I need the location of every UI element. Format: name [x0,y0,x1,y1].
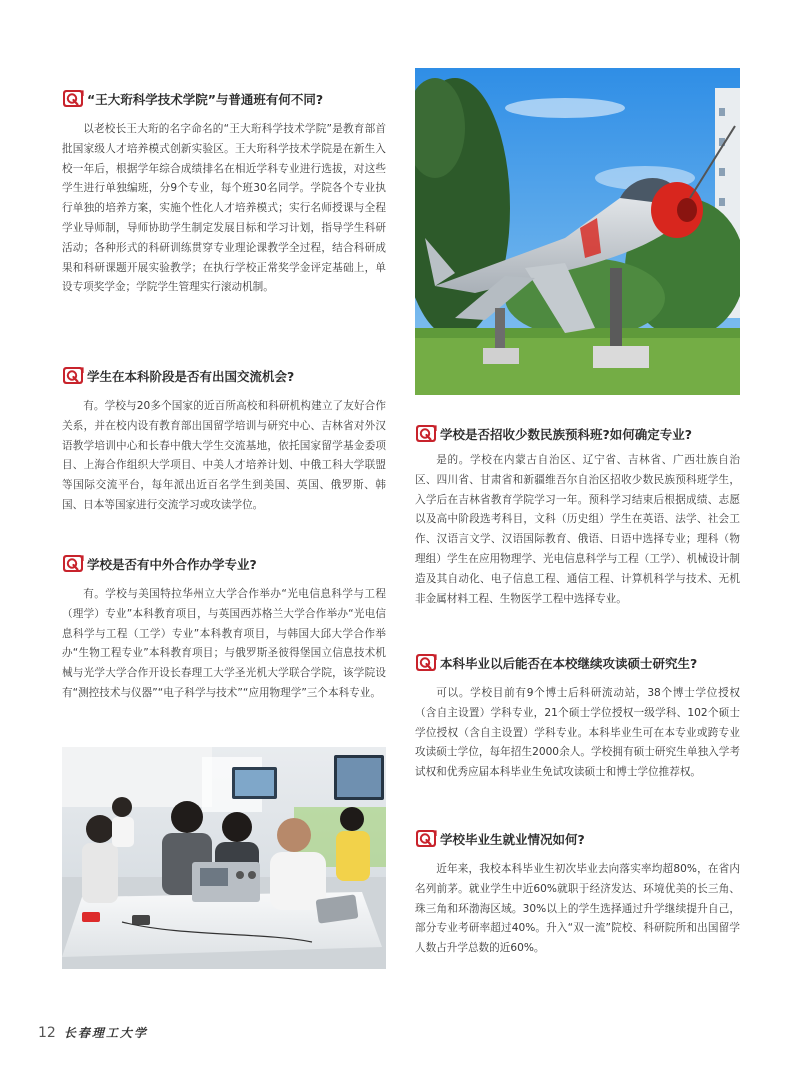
question-badge-icon [62,554,84,574]
question-heading [62,553,386,575]
question-heading [415,652,740,674]
question-title: 学校是否招收少数民族预科班?如何确定专业? [440,427,693,442]
answer-text: 可以。学校目前有9个博士后科研流动站，38个博士学位授权（含自主设置）学科专业，21个硕士学位授权一级学科、102个硕士学位授权（含自主设置）学科专业。本科毕业生可在本专业或跨专业攻读硕士学位，每年招生2000余人。学校拥有硕士研究生单独入学考试权和优秀应届本科毕业生免试攻读硕士和博士学位推荐权。 [415,687,740,779]
question-heading [415,828,740,850]
question-badge-icon [415,653,437,673]
question-title: 学校毕业生就业情况如何? [440,832,585,847]
faq-study-abroad [62,365,386,516]
question-badge-icon [415,424,437,444]
question-badge-icon [62,89,84,109]
answer-text: 近年来，我校本科毕业生初次毕业去向落实率均超80%，在省内名列前茅。就业学生中近60%就职于经济发达、环境优美的长三角、珠三角和环渤海区域。30%以上的学生选择通过升学继续提升自己，部分专业考研率超过40%。升入“双一流”院校、科研院所和出国留学人数占升学总数的近60%。 [415,863,740,955]
question-heading [62,365,386,387]
question-title: “王大珩科学技术学院”与普通班有何不同? [87,92,324,107]
faq-employment [415,828,740,959]
answer-text: 以老校长王大珩的名字命名的“王大珩科学技术学院”是教育部首批国家级人才培养模式创新实验区。王大珩科学技术学院是在新生入校一年后，根据学年综合成绩排名在相近学科专业进行选拔，对这些学生进行单独编班，分9个专业，每个班30名同学。学院各个专业执行单独的培养方案，实施个性化人才培养模式；实行名师授课与全程学业导师制，导师协助学生制定发展目标和学习计划，指导学生科研活动；各种形式的科研训练贯穿专业理论课教学全过程，结合科研成果和科研课题开展实验教学；在执行学校正常奖学金评定基础上，单设专项奖学金；学院学生管理实行滚动机制。 [62,123,386,294]
faq-graduate-study [415,652,740,783]
faq-wang-daheng-college [62,88,386,298]
question-heading [62,88,386,110]
question-badge-icon [415,829,437,849]
page-number: 12 [38,1024,56,1041]
university-brand: 长春理工大学 [63,1026,148,1040]
question-badge-icon [62,366,84,386]
question-heading [415,423,740,445]
classroom-photo [62,747,386,969]
faq-joint-programs [62,553,386,704]
jet-monument-photo [415,68,740,395]
faq-minority-preparatory [415,423,740,609]
answer-text: 有。学校与美国特拉华州立大学合作举办“光电信息科学与工程（理学）专业”本科教育项目，与英国西苏格兰大学合作举办“光电信息科学与工程（工学）专业”本科教育项目，与韩国大邱大学合作举办“生物工程专业”本科教育项目；与俄罗斯圣彼得堡国立信息技术机械与光学大学合作开设长春理工大学圣光机大学联合学院，该学院设有“测控技术与仪器”“电子科学与技术”“应用物理学”三个本科专业。 [62,588,386,699]
question-title: 学校是否有中外合作办学专业? [87,557,257,572]
answer-text: 有。学校与20多个国家的近百所高校和科研机构建立了友好合作关系，并在校内设有教育部出国留学培训与研究中心、吉林省对外汉语教学培训中心和长春中俄大学生交流基地，依托国家留学基金委项目、上海合作组织大学项目、中美人才培养计划、中俄工科大学联盟等国际交流平台，每年派出近百名学生到美国、英国、俄罗斯、韩国、日本等国家进行交流学习或攻读学位。 [62,400,386,511]
answer-text: 是的。学校在内蒙古自治区、辽宁省、吉林省、广西壮族自治区、四川省、甘肃省和新疆维吾尔自治区招收少数民族预科班学生，入学后在吉林省教育学院学习一年。预科学习结束后根据成绩、志愿以及高中阶段选考科目，文科（历史组）学生在英语、法学、社会工作、汉语言文学、汉语国际教育、俄语、日语中选择专业；理科（物理组）学生在应用物理学、光电信息科学与工程（工学）、机械设计制造及其自动化、电子信息工程、通信工程、计算机科学与技术、无机非金属材料工程、生物医学工程中选择专业。 [415,454,740,605]
question-title: 本科毕业以后能否在本校继续攻读硕士研究生? [440,656,698,671]
page-footer [38,1024,148,1041]
question-title: 学生在本科阶段是否有出国交流机会? [87,369,295,384]
